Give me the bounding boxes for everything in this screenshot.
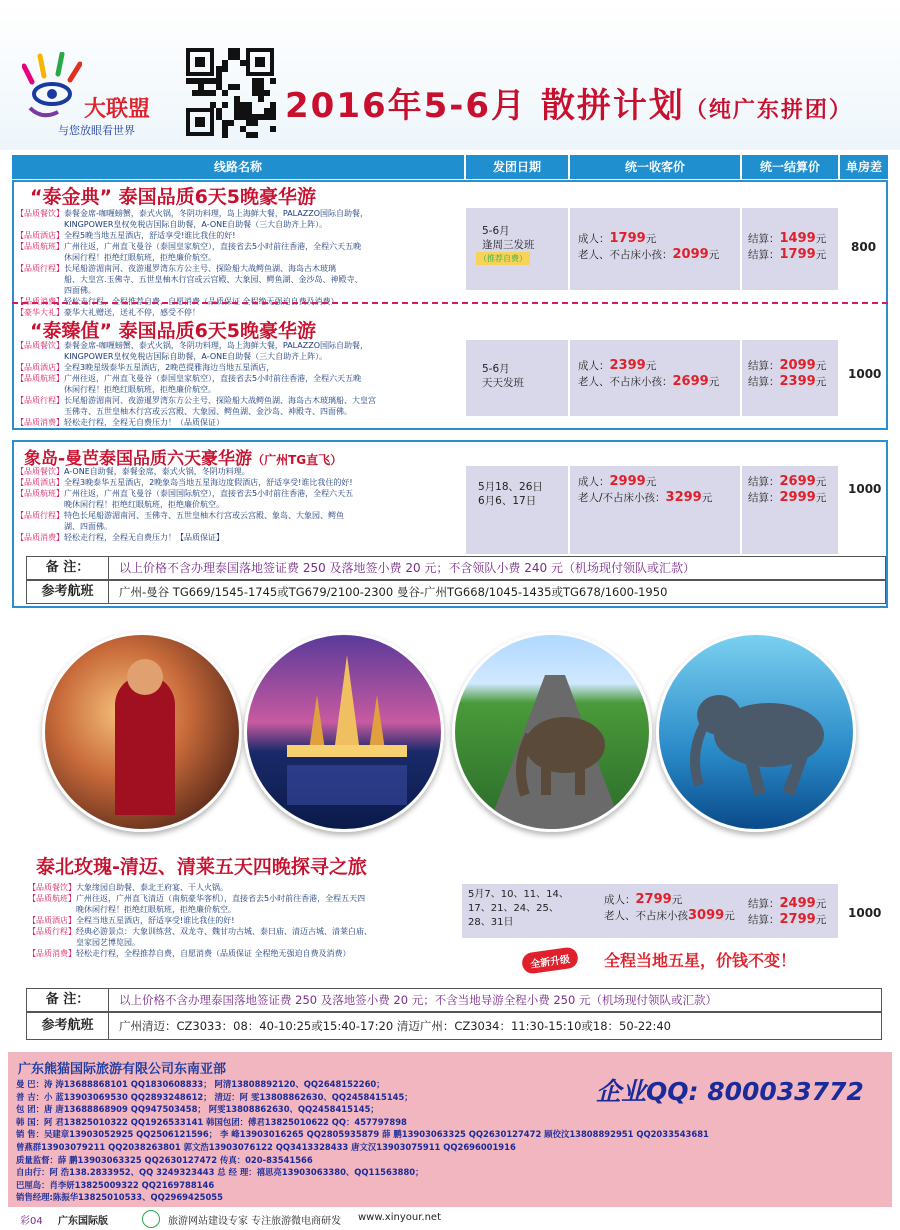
feature-text: 晚休闲行程！拒绝红眼航班，拒绝廉价航空。	[64, 500, 224, 509]
tour4-flight-row	[26, 1012, 882, 1040]
feature-line	[28, 915, 462, 926]
tour1-retail-senior: 老人、不占床小孩：2099元	[578, 247, 720, 262]
tour2-title: “泰臻值” 泰国品质6天5晚豪华游	[30, 320, 317, 342]
feature-line	[28, 937, 462, 948]
feature-line	[28, 904, 462, 915]
contact-line: 巴厘岛：肖李妍13825009322 QQ2169788146	[16, 1179, 215, 1190]
bottom-slogan: 旅游网站建设专家 专注旅游微电商研发	[168, 1216, 342, 1227]
upgrade-badge: 全新升级	[521, 946, 579, 975]
tour2-settle-adult: 结算：2099元	[748, 358, 827, 373]
feature-text: 广州往返，广州直飞清迈（南航豪华客机），直接省去5小时前往香港，全程五天四	[76, 894, 366, 903]
feature-text: 全程3晚星级泰华五星酒店，2晚芭提雅海边当地五星酒店，	[64, 363, 275, 372]
feature-key: 【品质行程】	[16, 511, 64, 520]
feature-key: 【品质酒店】	[28, 916, 76, 925]
feature-line	[28, 893, 462, 904]
title-main: 2016年5-6月 散拼计划	[285, 86, 685, 126]
tour4-features	[28, 882, 462, 959]
feature-text: 轻松走行程，全程无自费压力！【品质保证】	[64, 533, 224, 542]
feature-line	[28, 882, 462, 893]
wat-arun-photo	[244, 632, 444, 832]
tour4-settle-cell	[744, 884, 838, 938]
header-route: 线路名称	[12, 155, 464, 179]
feature-line	[16, 521, 462, 532]
contact-line: 销售经理:陈振华13825010533、QQ2969425055	[16, 1192, 223, 1203]
feature-line	[28, 948, 462, 959]
tour4-retail-adult: 成人：2799元	[604, 892, 683, 907]
feature-line	[16, 274, 462, 285]
feature-line	[16, 263, 462, 274]
feature-text: 豪华大礼赠送，送礼不停，感受不停！	[64, 308, 200, 317]
feature-line	[16, 417, 462, 428]
feature-text: KINGPOWER皇权免税店国际自助餐，A-ONE自助餐（三大自助齐上阵）。	[64, 352, 328, 361]
tour2-retail-senior: 老人、不占床小孩：2699元	[578, 374, 720, 389]
feature-line	[16, 488, 462, 499]
feature-key: 【品质行程】	[28, 927, 76, 936]
tour1-date-badge: （推荐自费）	[476, 252, 530, 265]
feature-text: 泰餐金席-咖喱螃蟹，泰式火锅，冬阴功料理，岛上海鲜大餐，PALAZZO国际自助餐，	[64, 341, 369, 350]
feature-key: 【品质行程】	[16, 264, 64, 273]
feature-line	[16, 373, 462, 384]
header-date: 发团日期	[466, 155, 568, 179]
tour1-settle-senior: 结算：1799元	[748, 247, 827, 262]
tour4-date: 5月7、10、11、14、 17、21、24、25、 28、31日	[468, 889, 569, 928]
tour3-features	[16, 466, 462, 543]
contact-line: 曾燕群13903079211 QQ2038263801 郭文浩13903076122 QQ3413328433 唐文汉13903075911 QQ2696001916	[16, 1141, 516, 1152]
feature-text: 大象缘园自助餐、泰北王府宴、干人火锅。	[76, 883, 228, 892]
feature-key: 【品质消费】	[28, 949, 76, 958]
feature-line	[16, 406, 462, 417]
feature-key: 【品质餐饮】	[16, 341, 64, 350]
feature-text: 轻松走行程，全程推荐自费，自愿消费（品质保证 全程绝无强迫自费及消费）	[76, 949, 351, 958]
tour4-title: 泰北玫瑰-清迈、清莱五天四晚探寻之旅	[36, 856, 367, 878]
contact-line: 韩 国：阿 君13825010322 QQ1926533141 韩国包团：傅君13825010622 QQ：457797898	[16, 1116, 407, 1127]
tour4-single-supplement: 1000	[848, 906, 882, 920]
feature-text: 全程3晚泰华五星酒店，2晚象岛当地五星海边度假酒店，舒适享受!谁比我住的好!	[64, 478, 353, 487]
tour3-settle-adult: 结算：2699元	[748, 474, 827, 489]
feature-key: 【品质消费】	[16, 533, 64, 542]
feature-key: 【品质餐饮】	[16, 209, 64, 218]
tour2-retail-adult: 成人：2399元	[578, 358, 657, 373]
divider	[12, 302, 888, 304]
tour3-date: 5月18、26日 6月6、17日	[478, 481, 543, 507]
eye-logo-icon	[22, 52, 82, 122]
feature-text: 船、大皇宫.玉佛寺、五世皇柚木行宫或云宫殿、大象园、鳄鱼湖、金沙岛、神殿寺、	[64, 275, 363, 284]
feature-text: 经典必游景点：大象训练营、双龙寺、魏甘功古城、泰曰庙、清迈古城、清莱白庙、	[76, 927, 372, 936]
logo-name: 大联盟	[84, 97, 151, 122]
feature-key: 【品质餐饮】	[16, 467, 64, 476]
brand-logo	[22, 52, 172, 142]
feature-key: 【品质航班】	[16, 489, 64, 498]
feature-text: 特色长尾船游湄南河、玉佛寺、五世皇柚木行宫或云宫殿、象岛、大象园、鳄鱼	[64, 511, 344, 520]
feature-line	[16, 252, 462, 263]
feature-text: 皇家园艺博览园。	[76, 938, 140, 947]
tour1-title: “泰金典” 泰国品质6天5晚豪华游	[30, 186, 317, 208]
tour3-title: 象岛-曼芭泰国品质六天豪华游（广州TG直飞）	[24, 449, 343, 469]
feature-text: A-ONE自助餐，泰餐金席，泰式火锅，冬阴功料理。	[64, 467, 250, 476]
contact-line: 销 售：吴建章13903052925 QQ2506121596； 李 峰13903016265 QQ2805935879 薛 鹏13903063325 QQ2630127472 顾佼汶13808892951 QQ2033543681	[16, 1129, 709, 1140]
tour1-settle-adult: 结算：1499元	[748, 231, 827, 246]
contact-list	[16, 1078, 709, 1204]
feature-text: 长尾船游湄南河、夜游暹罗湾东方公主号、探险船大战鳄鱼湖、海岛古木玻璃船、大皇宫	[64, 396, 376, 405]
feature-key: 【品质航班】	[28, 894, 76, 903]
feature-text: 广州往返，广州直飞曼谷（泰国国际航空），直接省去5小时前往香港，全程六天五	[64, 489, 354, 498]
feature-line	[16, 510, 462, 521]
feature-key: 【品质餐饮】	[28, 883, 76, 892]
logo-slogan: 与您放眼看世界	[58, 124, 135, 137]
header-retail: 统一收客价	[570, 155, 740, 179]
tour1-retail-adult: 成人：1799元	[578, 231, 657, 246]
feature-text: 轻松走行程，全程无自费压力！（品质保证）	[64, 418, 224, 427]
feature-line	[16, 466, 462, 477]
tour2-single-supplement: 1000	[848, 367, 882, 381]
tour2-features	[16, 340, 462, 428]
feature-key: 【品质航班】	[16, 374, 64, 383]
page-number: 彩04	[20, 1216, 43, 1227]
feature-line	[16, 230, 462, 241]
tour3-flight-row	[26, 580, 886, 604]
feature-text: 轻松走行程，全程推荐自费，自愿消费（品质保证 全程绝无强迫自费及消费）	[64, 297, 339, 306]
feature-text: 全程当地五星酒店，舒适享受!谁比我住的好!	[76, 916, 235, 925]
feature-text: 四面佛。	[64, 286, 96, 295]
upgrade-text: 全程当地五星，价钱不变！	[604, 951, 797, 970]
tour4-note-text: 以上价格不含办理泰国落地签证费 250 及落地签小费 20 元；不含当地导游全程小费 250 元（机场现付领队或汇款）	[119, 993, 717, 1007]
feature-line	[16, 362, 462, 373]
tour4-flight-text: 广州清迈：CZ3033：08：40-10:25或15:40-17:20 清迈广州：CZ3034：11:30-15:10或18：50-22:40	[119, 1019, 671, 1033]
company-qq: 企业QQ: 800033772	[596, 1077, 864, 1106]
feature-text: 长尾船游湄南河、夜游暹罗湾东方公主号、探险船大战鳄鱼湖、海岛古木玻璃	[64, 264, 336, 273]
feature-key: 【品质行程】	[16, 396, 64, 405]
feature-text: 泰餐金席-咖喱螃蟹，泰式火锅，冬阴功料理，岛上海鲜大餐，PALAZZO国际自助餐，	[64, 209, 369, 218]
feature-text: 广州往返，广州直飞曼谷（泰国皇家航空），直接省去5小时前往香港，全程六天五晚	[64, 374, 362, 383]
tour3-retail-senior: 老人/不占床小孩：3299元	[578, 490, 713, 505]
tour3-note-label: 备 注：	[27, 557, 109, 579]
contact-line: 普 吉：小 蓝13903069530 QQ2893248612； 清迈：阿 雯13808862630、QQ2458415145；	[16, 1091, 413, 1102]
feature-text: 休闲行程！拒绝红眼航班，拒绝廉价航空。	[64, 385, 216, 394]
feature-text: 湖、四面佛。	[64, 522, 112, 531]
feature-text: 全程5晚当地五星酒店，舒适享受!谁比我住的好!	[64, 231, 236, 240]
tour2-date: 5-6月 天天发班	[482, 363, 524, 389]
tour4-retail-senior: 老人、不占床小孩3099元	[604, 908, 735, 923]
feature-line	[16, 351, 462, 362]
tour4-settle-senior: 结算：2799元	[748, 912, 827, 927]
feature-line	[16, 285, 462, 296]
elephant-road-photo	[452, 632, 652, 832]
bottom-bar	[0, 1208, 900, 1230]
feature-key: 【品质酒店】	[16, 478, 64, 487]
tour4-flight-label: 参考航班	[27, 1013, 109, 1039]
section-name: 广东国际版	[58, 1216, 108, 1227]
contact-line: 自由行：阿 浩138.2833952、QQ 3249323443 总 经 理：禧思亮13903063380、QQ11563880；	[16, 1167, 424, 1178]
feature-line	[16, 219, 462, 230]
feature-text: 玉佛寺、五世皇柚木行宫或云宫殿、大象园、鳄鱼湖、金沙岛、神殿寺、四面佛。	[64, 407, 352, 416]
feature-line	[16, 241, 462, 252]
brand-circle-icon	[142, 1210, 160, 1228]
company-name: 广东熊猫国际旅游有限公司东南亚部	[18, 1062, 227, 1077]
tour3-note-row	[26, 556, 886, 580]
feature-text: 广州往返，广州直飞曼谷（泰国皇家航空），直接省去5小时前往香港，全程六天五晚	[64, 242, 362, 251]
feature-key: 【品质航班】	[16, 242, 64, 251]
feature-key: 【品质酒店】	[16, 231, 64, 240]
tour3-single-supplement: 1000	[848, 482, 882, 496]
tour2-settle-senior: 结算：2399元	[748, 374, 827, 389]
feature-text: KINGPOWER皇权免税店国际自助餐，A-ONE自助餐（三大自助齐上阵）。	[64, 220, 328, 229]
tour4-note-row	[26, 988, 882, 1012]
header-settle: 统一结算价	[742, 155, 838, 179]
tour3-flight-label: 参考航班	[27, 581, 109, 603]
feature-key: 【品质消费】	[16, 297, 64, 306]
feature-line	[16, 395, 462, 406]
feature-line	[16, 384, 462, 395]
feature-key: 【品质消费】	[16, 418, 64, 427]
feature-line	[28, 926, 462, 937]
feature-line	[16, 532, 462, 543]
contact-line: 包 团：唐 唐13688868909 QQ947503458； 阿雯13808862630、QQ2458415145；	[16, 1104, 379, 1115]
page-title	[285, 78, 853, 127]
thai-dancer-photo	[42, 632, 242, 832]
tour1-single-supplement: 800	[851, 240, 877, 254]
contact-line: 曼 巴：涛 涛13688868101 QQ1830608833； 阿清13808892120、QQ2648152260；	[16, 1079, 385, 1089]
tour3-retail-adult: 成人：2999元	[578, 474, 657, 489]
feature-line	[16, 499, 462, 510]
feature-line	[16, 340, 462, 351]
tour3-settle-senior: 结算：2999元	[748, 490, 827, 505]
feature-key: 【品质酒店】	[16, 363, 64, 372]
qr-code	[186, 48, 276, 138]
feature-text: 休闲行程！拒绝红眼航班，拒绝廉价航空。	[64, 253, 216, 262]
feature-key: 【豪华大礼】	[16, 308, 64, 317]
tour4-note-label: 备 注：	[27, 989, 109, 1011]
title-sub: （纯广东拼团）	[684, 98, 853, 123]
feature-line	[16, 208, 462, 219]
tour1-date: 5-6月 逢周三发班	[482, 225, 535, 251]
swimming-elephant-photo	[656, 632, 856, 832]
tour3-flight-text: 广州-曼谷 TG669/1545-1745或TG679/2100-2300 曼谷-广州TG668/1045-1435或TG678/1600-1950	[119, 585, 668, 599]
feature-text: 晚休闲行程！拒绝红眼航班，拒绝廉价航空。	[76, 905, 236, 914]
tour4-settle-adult: 结算：2499元	[748, 896, 827, 911]
header-single: 单房差	[840, 155, 888, 179]
bottom-url[interactable]: www.xinyour.net	[358, 1212, 441, 1223]
contact-line: 质量监督：薛 鹏13903063325 QQ2630127472 传真：020-83541566	[16, 1154, 313, 1165]
tour3-note-text: 以上价格不含办理泰国落地签证费 250 及落地签小费 20 元；不含领队小费 240 元（机场现付领队或汇款）	[119, 561, 695, 575]
feature-line	[16, 477, 462, 488]
